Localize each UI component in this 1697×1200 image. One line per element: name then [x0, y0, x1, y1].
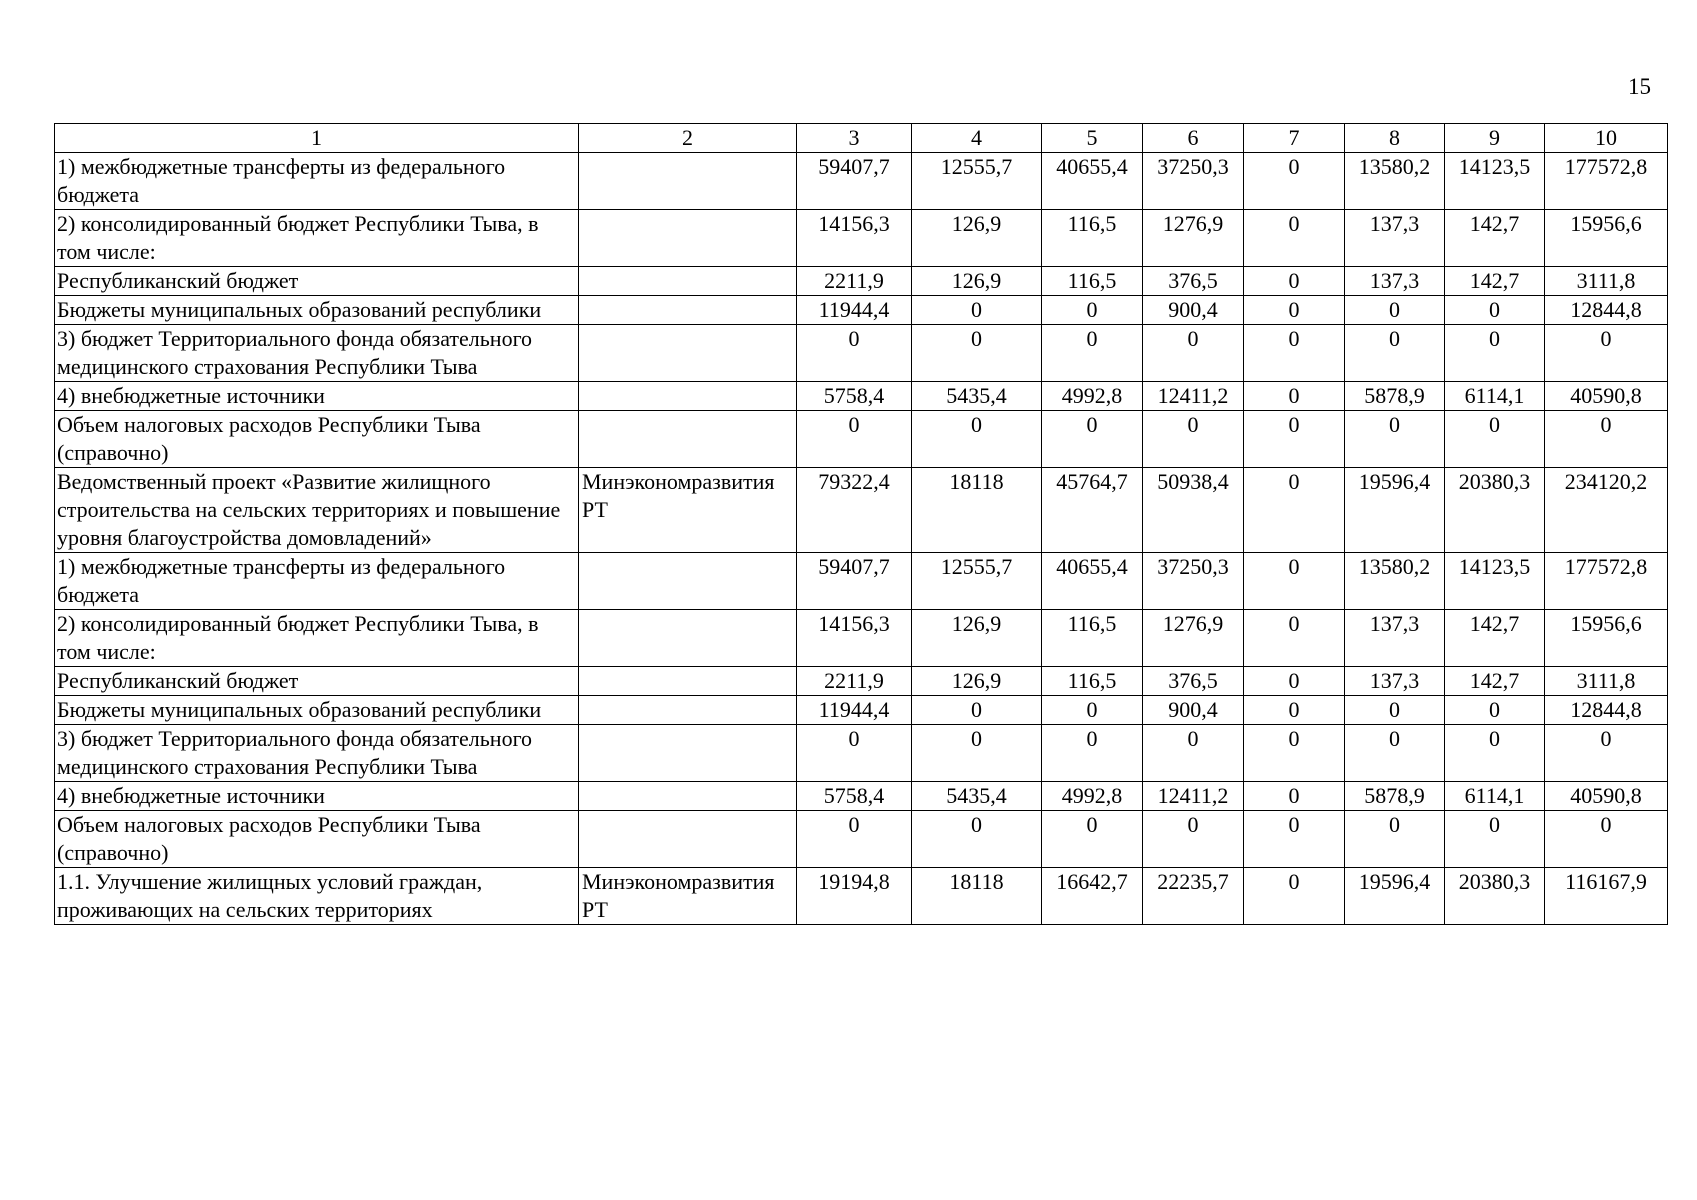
row-value-cell: 5758,4 — [797, 382, 912, 411]
table-row — [55, 667, 1668, 696]
table-row — [55, 153, 1668, 210]
row-value-cell: 0 — [1244, 610, 1345, 667]
header-cell: 7 — [1244, 124, 1345, 153]
row-value-cell: 3111,8 — [1545, 667, 1668, 696]
row-value-cell: 11944,4 — [797, 296, 912, 325]
row-value-cell: 0 — [1345, 411, 1445, 468]
row-value-cell: 19194,8 — [797, 868, 912, 925]
row-name-cell: Объем налоговых расходов Республики Тыва (справочно) — [55, 811, 579, 868]
row-value-cell: 376,5 — [1143, 267, 1244, 296]
row-value-cell: 14156,3 — [797, 610, 912, 667]
row-name-cell: Республиканский бюджет — [55, 667, 579, 696]
row-value-cell: 116,5 — [1042, 667, 1143, 696]
row-value-cell: 0 — [1445, 296, 1545, 325]
row-value-cell: 79322,4 — [797, 468, 912, 553]
row-value-cell: 40590,8 — [1545, 382, 1668, 411]
row-value-cell: 12555,7 — [912, 153, 1042, 210]
row-value-cell: 126,9 — [912, 210, 1042, 267]
row-value-cell: 0 — [1244, 325, 1345, 382]
row-value-cell: 126,9 — [912, 610, 1042, 667]
row-executor-cell — [579, 210, 797, 267]
row-value-cell: 12411,2 — [1143, 382, 1244, 411]
row-value-cell: 0 — [1445, 696, 1545, 725]
row-value-cell: 0 — [912, 811, 1042, 868]
row-value-cell: 0 — [797, 411, 912, 468]
row-value-cell: 126,9 — [912, 667, 1042, 696]
row-value-cell: 0 — [1345, 696, 1445, 725]
header-cell: 9 — [1445, 124, 1545, 153]
row-executor-cell — [579, 725, 797, 782]
row-value-cell: 0 — [1042, 325, 1143, 382]
row-value-cell: 0 — [797, 325, 912, 382]
row-name-cell: Бюджеты муниципальных образований республики — [55, 296, 579, 325]
row-value-cell: 234120,2 — [1545, 468, 1668, 553]
row-value-cell: 0 — [1345, 811, 1445, 868]
row-value-cell: 5878,9 — [1345, 382, 1445, 411]
row-value-cell: 37250,3 — [1143, 553, 1244, 610]
row-value-cell: 0 — [912, 696, 1042, 725]
header-cell: 1 — [55, 124, 579, 153]
row-value-cell: 0 — [1345, 325, 1445, 382]
row-value-cell: 177572,8 — [1545, 553, 1668, 610]
header-cell: 4 — [912, 124, 1042, 153]
row-executor-cell — [579, 667, 797, 696]
header-cell: 8 — [1345, 124, 1445, 153]
row-name-cell: Объем налоговых расходов Республики Тыва (справочно) — [55, 411, 579, 468]
table-row — [55, 725, 1668, 782]
row-value-cell: 137,3 — [1345, 267, 1445, 296]
row-value-cell: 4992,8 — [1042, 782, 1143, 811]
row-value-cell: 59407,7 — [797, 553, 912, 610]
row-name-cell: 1) межбюджетные трансферты из федерального бюджета — [55, 153, 579, 210]
row-executor-cell — [579, 382, 797, 411]
row-value-cell: 12555,7 — [912, 553, 1042, 610]
row-value-cell: 2211,9 — [797, 667, 912, 696]
row-value-cell: 3111,8 — [1545, 267, 1668, 296]
table-row — [55, 610, 1668, 667]
row-value-cell: 0 — [1345, 725, 1445, 782]
row-value-cell: 40655,4 — [1042, 553, 1143, 610]
table-row — [55, 553, 1668, 610]
row-value-cell: 177572,8 — [1545, 153, 1668, 210]
row-value-cell: 0 — [1244, 811, 1345, 868]
row-value-cell: 1276,9 — [1143, 210, 1244, 267]
row-value-cell: 116,5 — [1042, 610, 1143, 667]
table-row — [55, 696, 1668, 725]
row-executor-cell — [579, 811, 797, 868]
row-value-cell: 19596,4 — [1345, 868, 1445, 925]
row-value-cell: 0 — [1345, 296, 1445, 325]
row-value-cell: 13580,2 — [1345, 553, 1445, 610]
row-value-cell: 4992,8 — [1042, 382, 1143, 411]
row-value-cell: 0 — [912, 411, 1042, 468]
table-row — [55, 325, 1668, 382]
row-value-cell: 376,5 — [1143, 667, 1244, 696]
row-value-cell: 0 — [1545, 725, 1668, 782]
row-value-cell: 116,5 — [1042, 210, 1143, 267]
table-row — [55, 267, 1668, 296]
row-value-cell: 0 — [1545, 411, 1668, 468]
row-value-cell: 116,5 — [1042, 267, 1143, 296]
table-row — [55, 296, 1668, 325]
row-value-cell: 0 — [1143, 325, 1244, 382]
table-row — [55, 782, 1668, 811]
row-executor-cell — [579, 411, 797, 468]
row-value-cell: 142,7 — [1445, 667, 1545, 696]
row-value-cell: 6114,1 — [1445, 382, 1545, 411]
row-value-cell: 137,3 — [1345, 210, 1445, 267]
row-value-cell: 0 — [1445, 811, 1545, 868]
row-name-cell: Ведомственный проект «Развитие жилищного строительства на сельских территориях и повышение уровня благоустройства домовладений» — [55, 468, 579, 553]
row-value-cell: 12411,2 — [1143, 782, 1244, 811]
row-value-cell: 0 — [912, 725, 1042, 782]
row-value-cell: 6114,1 — [1445, 782, 1545, 811]
row-value-cell: 12844,8 — [1545, 696, 1668, 725]
row-value-cell: 137,3 — [1345, 667, 1445, 696]
row-value-cell: 0 — [912, 296, 1042, 325]
table-body — [55, 124, 1668, 925]
row-value-cell: 0 — [1143, 725, 1244, 782]
row-name-cell: 2) консолидированный бюджет Республики Тыва, в том числе: — [55, 210, 579, 267]
row-value-cell: 16642,7 — [1042, 868, 1143, 925]
row-value-cell: 20380,3 — [1445, 868, 1545, 925]
row-value-cell: 0 — [1143, 411, 1244, 468]
row-value-cell: 0 — [1244, 782, 1345, 811]
row-value-cell: 900,4 — [1143, 296, 1244, 325]
row-value-cell: 2211,9 — [797, 267, 912, 296]
row-value-cell: 126,9 — [912, 267, 1042, 296]
row-value-cell: 142,7 — [1445, 610, 1545, 667]
row-value-cell: 13580,2 — [1345, 153, 1445, 210]
row-value-cell: 40590,8 — [1545, 782, 1668, 811]
row-value-cell: 5435,4 — [912, 382, 1042, 411]
row-executor-cell — [579, 610, 797, 667]
row-value-cell: 14123,5 — [1445, 153, 1545, 210]
page-number: 15 — [1628, 74, 1651, 99]
table-row — [55, 468, 1668, 553]
row-value-cell: 0 — [1244, 696, 1345, 725]
row-value-cell: 11944,4 — [797, 696, 912, 725]
row-value-cell: 40655,4 — [1042, 153, 1143, 210]
row-name-cell: 4) внебюджетные источники — [55, 782, 579, 811]
row-value-cell: 59407,7 — [797, 153, 912, 210]
row-value-cell: 0 — [1244, 382, 1345, 411]
row-executor-cell — [579, 153, 797, 210]
row-executor-cell — [579, 325, 797, 382]
budget-table — [54, 123, 1668, 925]
row-value-cell: 0 — [1042, 811, 1143, 868]
row-value-cell: 0 — [797, 725, 912, 782]
row-value-cell: 20380,3 — [1445, 468, 1545, 553]
table-row — [55, 382, 1668, 411]
row-value-cell: 15956,6 — [1545, 210, 1668, 267]
row-executor-cell: Минэкономразвития РТ — [579, 868, 797, 925]
header-cell: 6 — [1143, 124, 1244, 153]
header-cell: 3 — [797, 124, 912, 153]
row-value-cell: 0 — [1244, 411, 1345, 468]
row-value-cell: 142,7 — [1445, 210, 1545, 267]
row-name-cell: 3) бюджет Территориального фонда обязательного медицинского страхования Республики Тыва — [55, 725, 579, 782]
row-value-cell: 37250,3 — [1143, 153, 1244, 210]
row-name-cell: Республиканский бюджет — [55, 267, 579, 296]
row-value-cell: 0 — [1042, 296, 1143, 325]
row-value-cell: 15956,6 — [1545, 610, 1668, 667]
row-value-cell: 0 — [1143, 811, 1244, 868]
row-value-cell: 18118 — [912, 868, 1042, 925]
header-cell: 2 — [579, 124, 797, 153]
row-name-cell: Бюджеты муниципальных образований республики — [55, 696, 579, 725]
row-name-cell: 2) консолидированный бюджет Республики Тыва, в том числе: — [55, 610, 579, 667]
row-value-cell: 0 — [1244, 296, 1345, 325]
row-value-cell: 1276,9 — [1143, 610, 1244, 667]
row-value-cell: 5435,4 — [912, 782, 1042, 811]
row-name-cell: 4) внебюджетные источники — [55, 382, 579, 411]
row-value-cell: 0 — [1244, 468, 1345, 553]
row-value-cell: 0 — [1244, 868, 1345, 925]
header-row — [55, 124, 1668, 153]
row-value-cell: 0 — [1244, 210, 1345, 267]
row-value-cell: 0 — [1445, 411, 1545, 468]
row-executor-cell — [579, 782, 797, 811]
row-value-cell: 0 — [1244, 553, 1345, 610]
row-executor-cell: Минэкономразвития РТ — [579, 468, 797, 553]
row-value-cell: 14156,3 — [797, 210, 912, 267]
row-value-cell: 18118 — [912, 468, 1042, 553]
row-value-cell: 0 — [1244, 267, 1345, 296]
row-executor-cell — [579, 267, 797, 296]
header-cell: 5 — [1042, 124, 1143, 153]
table-row — [55, 411, 1668, 468]
row-value-cell: 19596,4 — [1345, 468, 1445, 553]
row-value-cell: 0 — [1042, 725, 1143, 782]
row-name-cell: 1) межбюджетные трансферты из федерального бюджета — [55, 553, 579, 610]
row-value-cell: 137,3 — [1345, 610, 1445, 667]
row-value-cell: 0 — [1445, 325, 1545, 382]
row-value-cell: 14123,5 — [1445, 553, 1545, 610]
row-value-cell: 0 — [1042, 411, 1143, 468]
row-executor-cell — [579, 553, 797, 610]
row-executor-cell — [579, 296, 797, 325]
row-value-cell: 900,4 — [1143, 696, 1244, 725]
row-value-cell: 0 — [1545, 325, 1668, 382]
row-value-cell: 0 — [912, 325, 1042, 382]
row-value-cell: 0 — [1244, 725, 1345, 782]
row-value-cell: 22235,7 — [1143, 868, 1244, 925]
table-row — [55, 868, 1668, 925]
row-value-cell: 0 — [1042, 696, 1143, 725]
row-value-cell: 5758,4 — [797, 782, 912, 811]
row-value-cell: 50938,4 — [1143, 468, 1244, 553]
row-value-cell: 142,7 — [1445, 267, 1545, 296]
row-name-cell: 1.1. Улучшение жилищных условий граждан, проживающих на сельских территориях — [55, 868, 579, 925]
row-executor-cell — [579, 696, 797, 725]
row-value-cell: 12844,8 — [1545, 296, 1668, 325]
row-name-cell: 3) бюджет Территориального фонда обязательного медицинского страхования Республики Тыва — [55, 325, 579, 382]
row-value-cell: 0 — [1445, 725, 1545, 782]
row-value-cell: 45764,7 — [1042, 468, 1143, 553]
row-value-cell: 116167,9 — [1545, 868, 1668, 925]
row-value-cell: 0 — [797, 811, 912, 868]
header-cell: 10 — [1545, 124, 1668, 153]
row-value-cell: 0 — [1244, 667, 1345, 696]
row-value-cell: 0 — [1545, 811, 1668, 868]
table-row — [55, 210, 1668, 267]
row-value-cell: 0 — [1244, 153, 1345, 210]
table-row — [55, 811, 1668, 868]
row-value-cell: 5878,9 — [1345, 782, 1445, 811]
